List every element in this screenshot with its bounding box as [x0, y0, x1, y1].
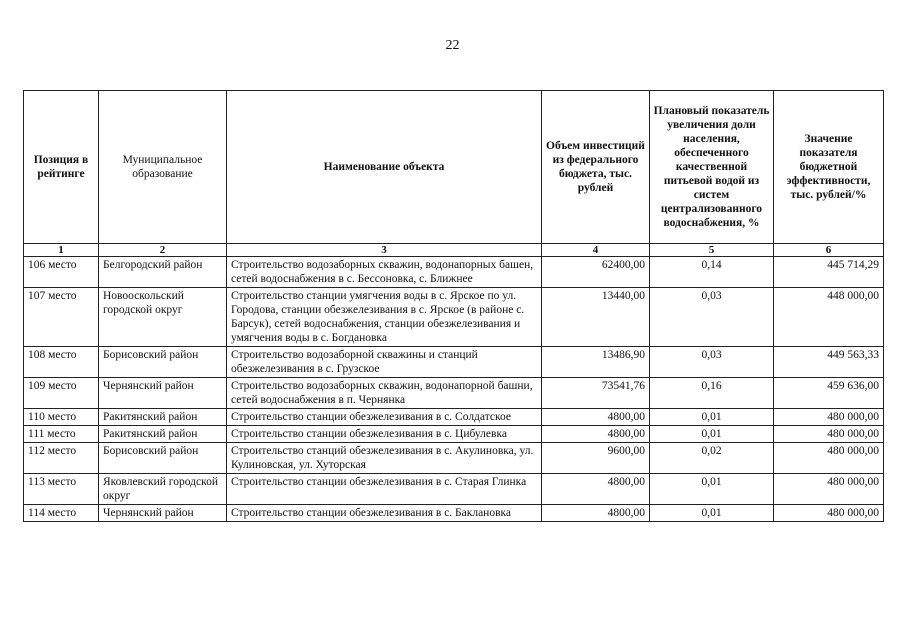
- cell-municipality: Ракитянский район: [99, 426, 227, 443]
- cell-efficiency: 448 000,00: [774, 288, 884, 347]
- cell-object-name: Строительство станции обезжелезивания в с. Баклановка: [227, 505, 542, 522]
- cell-object-name: Строительство станции обезжелезивания в с. Старая Глинка: [227, 474, 542, 505]
- cell-object-name: Строительство водозаборной скважины и станций обезжелезивания в с. Грузское: [227, 347, 542, 378]
- cell-percent: 0,02: [650, 443, 774, 474]
- cell-percent: 0,03: [650, 288, 774, 347]
- table-row: [24, 257, 884, 288]
- cell-object-name: Строительство станций обезжелезивания в с. Акулиновка, ул. Кулиновская, ул. Хуторская: [227, 443, 542, 474]
- header-object-name: Наименование объекта: [227, 91, 542, 244]
- cell-investment: 4800,00: [542, 505, 650, 522]
- cell-municipality: Ракитянский район: [99, 409, 227, 426]
- header-position: Позиция в рейтинге: [24, 91, 99, 244]
- cell-investment: 13440,00: [542, 288, 650, 347]
- cell-investment: 9600,00: [542, 443, 650, 474]
- cell-position: 111 место: [24, 426, 99, 443]
- cell-municipality: Белгородский район: [99, 257, 227, 288]
- cell-percent: 0,01: [650, 409, 774, 426]
- rating-table: [23, 90, 884, 522]
- cell-investment: 73541,76: [542, 378, 650, 409]
- cell-percent: 0,14: [650, 257, 774, 288]
- table-row: [24, 347, 884, 378]
- cell-position: 108 место: [24, 347, 99, 378]
- cell-position: 112 место: [24, 443, 99, 474]
- cell-position: 110 место: [24, 409, 99, 426]
- header-municipality: Муниципальное образование: [99, 91, 227, 244]
- cell-municipality: Чернянский район: [99, 378, 227, 409]
- cell-efficiency: 480 000,00: [774, 443, 884, 474]
- cell-efficiency: 480 000,00: [774, 505, 884, 522]
- table-row: [24, 426, 884, 443]
- cell-position: 107 место: [24, 288, 99, 347]
- header-row: [24, 91, 884, 244]
- cell-position: 114 место: [24, 505, 99, 522]
- column-number: 6: [774, 244, 884, 257]
- column-number: 5: [650, 244, 774, 257]
- cell-efficiency: 459 636,00: [774, 378, 884, 409]
- cell-object-name: Строительство станции умягчения воды в с. Ярское по ул. Городова, станции обезжелезивания в с. Ярское (в районе с. Барсук), сетей водоснабжения, станции обезжелезивания и умягчения воды в с. Богдановка: [227, 288, 542, 347]
- cell-municipality: Борисовский район: [99, 443, 227, 474]
- table-row: [24, 474, 884, 505]
- table-body: [24, 257, 884, 522]
- table-row: [24, 443, 884, 474]
- cell-efficiency: 449 563,33: [774, 347, 884, 378]
- cell-object-name: Строительство водозаборных скважин, водонапорной башни, сетей водоснабжения в п. Чернянка: [227, 378, 542, 409]
- cell-investment: 4800,00: [542, 409, 650, 426]
- cell-object-name: Строительство водозаборных скважин, водонапорных башен, сетей водоснабжения в с. Бессоновка, с. Ближнее: [227, 257, 542, 288]
- table-row: [24, 288, 884, 347]
- table-row: [24, 409, 884, 426]
- cell-municipality: Новооскольский городской округ: [99, 288, 227, 347]
- header-efficiency: Значение показателя бюджетной эффективности, тыс. рублей/%: [774, 91, 884, 244]
- cell-object-name: Строительство станции обезжелезивания в с. Цибулевка: [227, 426, 542, 443]
- cell-efficiency: 445 714,29: [774, 257, 884, 288]
- cell-position: 109 место: [24, 378, 99, 409]
- table-row: [24, 378, 884, 409]
- column-number: 1: [24, 244, 99, 257]
- cell-municipality: Чернянский район: [99, 505, 227, 522]
- header-investment: Объем инвестиций из федерального бюджета, тыс. рублей: [542, 91, 650, 244]
- cell-municipality: Яковлевский городской округ: [99, 474, 227, 505]
- cell-position: 113 место: [24, 474, 99, 505]
- cell-object-name: Строительство станции обезжелезивания в с. Солдатское: [227, 409, 542, 426]
- cell-municipality: Борисовский район: [99, 347, 227, 378]
- table-row: [24, 505, 884, 522]
- cell-efficiency: 480 000,00: [774, 426, 884, 443]
- cell-investment: 4800,00: [542, 474, 650, 505]
- cell-efficiency: 480 000,00: [774, 474, 884, 505]
- cell-percent: 0,01: [650, 426, 774, 443]
- header-planned-indicator: Плановый показатель увеличения доли населения, обеспеченного качественной питьевой водой из систем централизованного водоснабжения, %: [650, 91, 774, 244]
- cell-efficiency: 480 000,00: [774, 409, 884, 426]
- cell-percent: 0,03: [650, 347, 774, 378]
- column-number: 4: [542, 244, 650, 257]
- column-number: 2: [99, 244, 227, 257]
- column-number-row: [24, 244, 884, 257]
- cell-position: 106 место: [24, 257, 99, 288]
- cell-percent: 0,16: [650, 378, 774, 409]
- cell-investment: 4800,00: [542, 426, 650, 443]
- column-number: 3: [227, 244, 542, 257]
- cell-percent: 0,01: [650, 474, 774, 505]
- cell-percent: 0,01: [650, 505, 774, 522]
- cell-investment: 13486,90: [542, 347, 650, 378]
- cell-investment: 62400,00: [542, 257, 650, 288]
- page-number: 22: [445, 38, 460, 53]
